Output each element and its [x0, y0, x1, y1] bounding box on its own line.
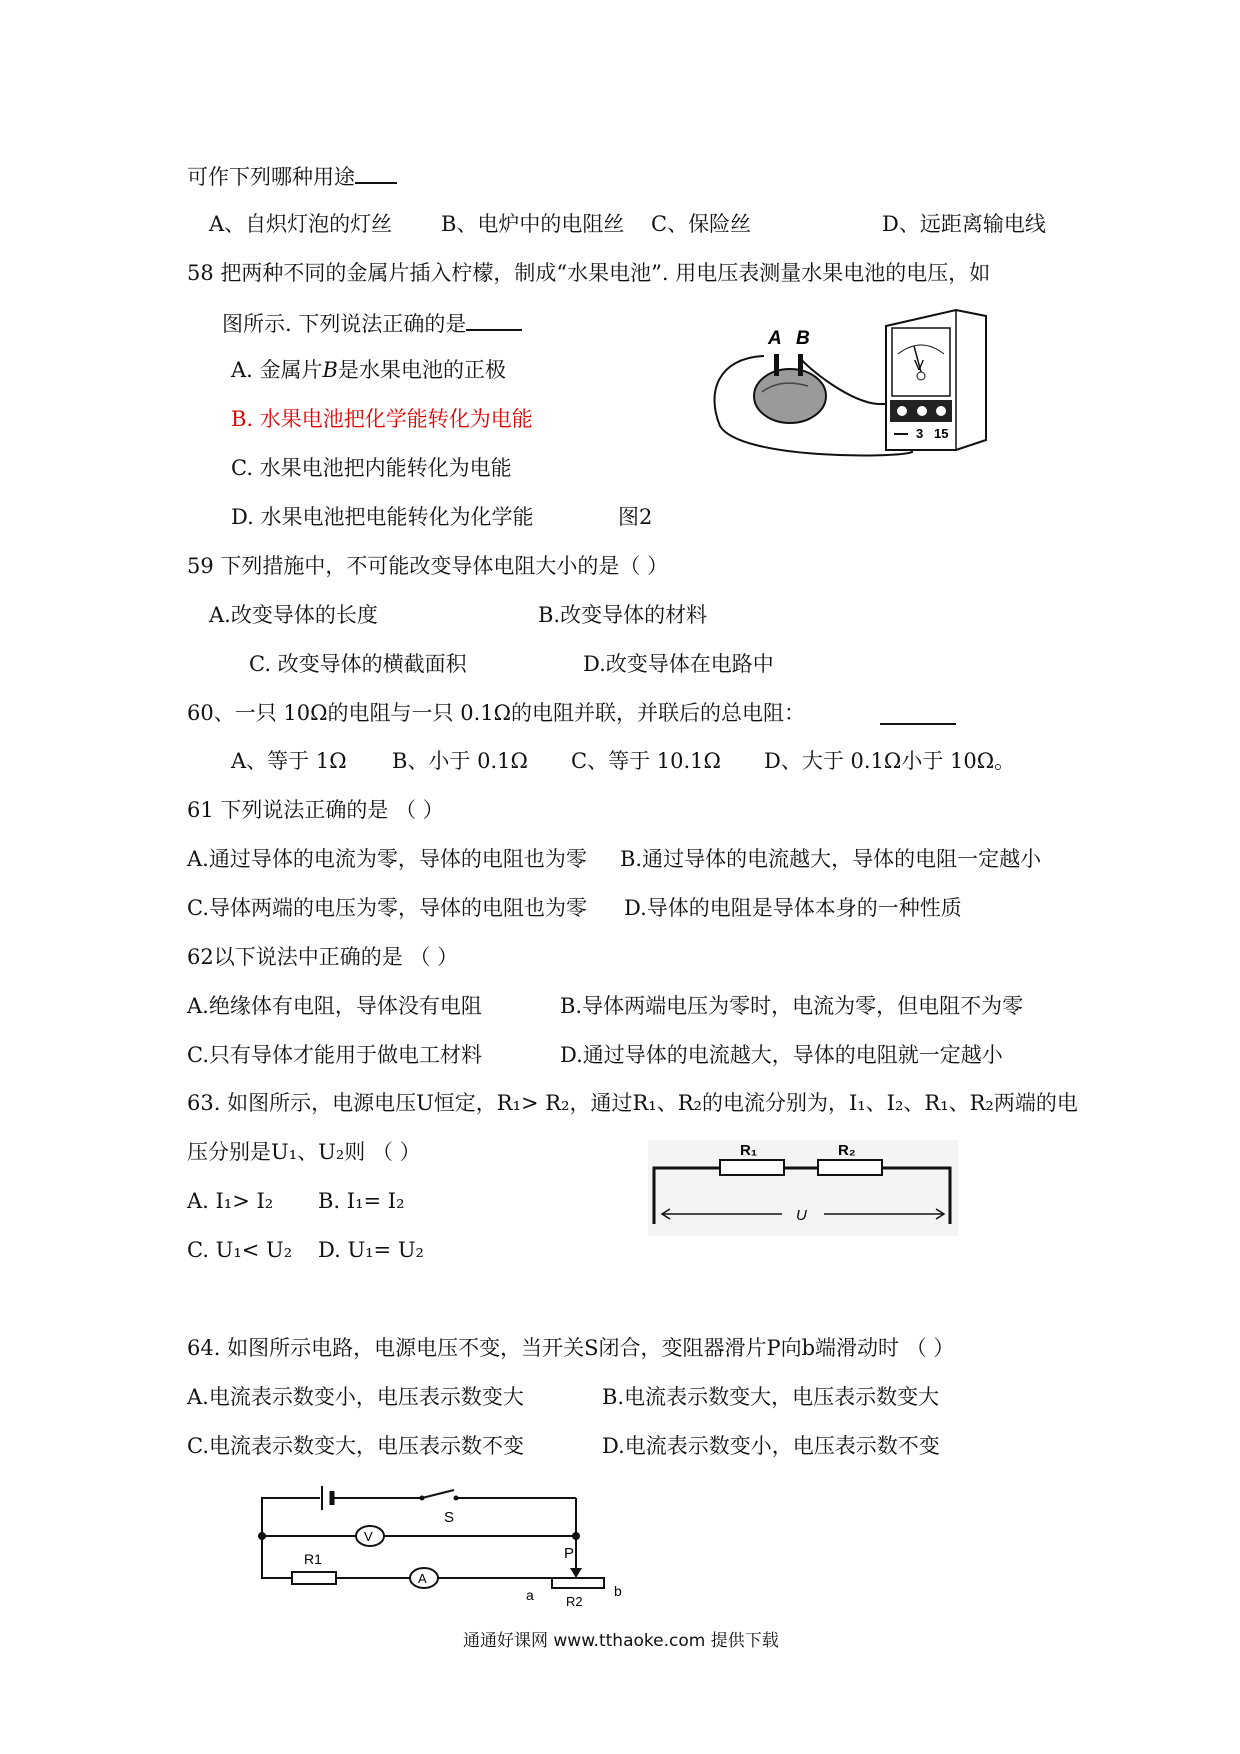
q63-stem-line2: 压分别是U₁、U₂则 （ ） — [187, 1140, 421, 1164]
plate-b — [798, 354, 803, 376]
q57-option-a: A、自炽灯泡的灯丝 — [209, 212, 393, 236]
circuit-figure — [250, 1478, 650, 1610]
q63-option-a: A. I₁> I₂ — [187, 1189, 274, 1213]
label-end-b: b — [614, 1583, 622, 1599]
q59-option-d: D.改变导体在电路中 — [583, 652, 774, 676]
q64-option-b: B.电流表示数变大，电压表示数变大 — [602, 1385, 940, 1409]
q62-option-b: B.导体两端电压为零时，电流为零，但电阻不为零 — [560, 994, 1024, 1018]
q60-stem: 60、一只 10Ω的电阻与一只 0.1Ω的电阻并联，并联后的总电阻： — [187, 701, 806, 725]
q58-option-d: D. 水果电池把电能转化为化学能 — [231, 505, 534, 529]
answer-blank — [880, 701, 956, 725]
label-r1: R₁ — [740, 1142, 758, 1159]
q64-option-d: D.电流表示数变小，电压表示数不变 — [602, 1434, 940, 1458]
label-u: U — [796, 1207, 807, 1224]
label-r1: R1 — [304, 1551, 322, 1567]
q63-option-b: B. I₁= I₂ — [318, 1189, 405, 1213]
q59-option-b: B.改变导体的材料 — [538, 603, 708, 627]
q64-option-c: C.电流表示数变大，电压表示数不变 — [187, 1434, 524, 1458]
plate-a — [774, 354, 779, 376]
q59-option-a: A.改变导体的长度 — [209, 603, 378, 627]
q57-option-d: D、远距离输电线 — [882, 212, 1046, 236]
q58-figure-caption: 图2 — [618, 505, 653, 529]
q60-option-d: D、大于 0.1Ω小于 10Ω。 — [764, 749, 1016, 773]
q62-option-d: D.通过导体的电流越大，导体的电阻就一定越小 — [560, 1043, 1003, 1067]
series-resistor-figure — [648, 1140, 958, 1236]
q60-option-b: B、小于 0.1Ω — [392, 749, 528, 773]
meter-symbol: V — [914, 357, 925, 374]
voltmeter — [886, 310, 986, 450]
q58-option-c: C. 水果电池把内能转化为电能 — [231, 456, 512, 480]
rheostat-r2 — [552, 1578, 604, 1588]
terminal-15: 15 — [934, 426, 949, 441]
q61-option-a: A.通过导体的电流为零，导体的电阻也为零 — [187, 847, 587, 871]
label-end-a: a — [526, 1587, 534, 1603]
q62-stem: 62以下说法中正确的是 （ ） — [187, 945, 459, 969]
resistor-r2 — [818, 1160, 882, 1175]
q61-option-b: B.通过导体的电流越大，导体的电阻一定越小 — [620, 847, 1042, 871]
q64-option-a: A.电流表示数变小，电压表示数变大 — [187, 1385, 524, 1409]
q61-option-d: D.导体的电阻是导体本身的一种性质 — [624, 896, 962, 920]
q61-option-c: C.导体两端的电压为零，导体的电阻也为零 — [187, 896, 587, 920]
q58-stem-line2: 图所示. 下列说法正确的是 — [222, 307, 522, 339]
label-r2: R2 — [566, 1594, 583, 1609]
q62-option-a: A.绝缘体有电阻，导体没有电阻 — [187, 994, 482, 1018]
q60-option-a: A、等于 1Ω — [231, 749, 347, 773]
q58-option-a: A. 金属片B是水果电池的正极 — [231, 358, 506, 382]
q61-stem: 61 下列说法正确的是 （ ） — [187, 798, 444, 822]
label-s: S — [444, 1509, 455, 1526]
terminal-3: 3 — [916, 426, 924, 441]
q57-stem: 可作下列哪种用途 — [187, 160, 397, 192]
answer-blank — [355, 160, 397, 184]
q59-option-c: C. 改变导体的横截面积 — [249, 652, 467, 676]
q58-stem-line1: 58 把两种不同的金属片插入柠檬，制成“水果电池”. 用电压表测量水果电池的电压，如 — [187, 261, 991, 285]
page-footer: 通通好课网 www.tthaoke.com 提供下载 — [463, 1631, 779, 1651]
q63-option-d: D. U₁= U₂ — [318, 1238, 424, 1262]
resistor-r1 — [720, 1160, 784, 1175]
q58-option-b: B. 水果电池把化学能转化为电能 — [231, 407, 533, 431]
label-v: V — [364, 1529, 373, 1544]
q63-option-c: C. U₁< U₂ — [187, 1238, 293, 1262]
slider-p — [570, 1568, 582, 1578]
q63-stem-line1: 63. 如图所示，电源电压U恒定，R₁> R₂，通过R₁、R₂的电流分别为，I₁、I₂、R₁、R₂两端的电 — [187, 1091, 1078, 1115]
q57-option-c: C、保险丝 — [651, 212, 752, 236]
label-b: B — [796, 328, 810, 349]
q57-option-b: B、电炉中的电阻丝 — [441, 212, 625, 236]
lemon — [754, 369, 826, 423]
answer-blank — [466, 307, 522, 331]
label-a: A — [768, 328, 782, 349]
q60-option-c: C、等于 10.1Ω — [571, 749, 721, 773]
q59-stem: 59 下列措施中，不可能改变导体电阻大小的是（ ） — [187, 554, 669, 578]
resistor-r1 — [292, 1572, 336, 1584]
q64-stem: 64. 如图所示电路，电源电压不变，当开关S闭合，变阻器滑片P向b端滑动时 （ ） — [187, 1336, 955, 1360]
label-r2: R₂ — [838, 1142, 856, 1159]
fruit-battery-figure — [700, 300, 1000, 462]
label-a: A — [418, 1571, 427, 1586]
switch-s — [422, 1490, 454, 1498]
label-p: P — [564, 1545, 575, 1562]
q62-option-c: C.只有导体才能用于做电工材料 — [187, 1043, 482, 1067]
